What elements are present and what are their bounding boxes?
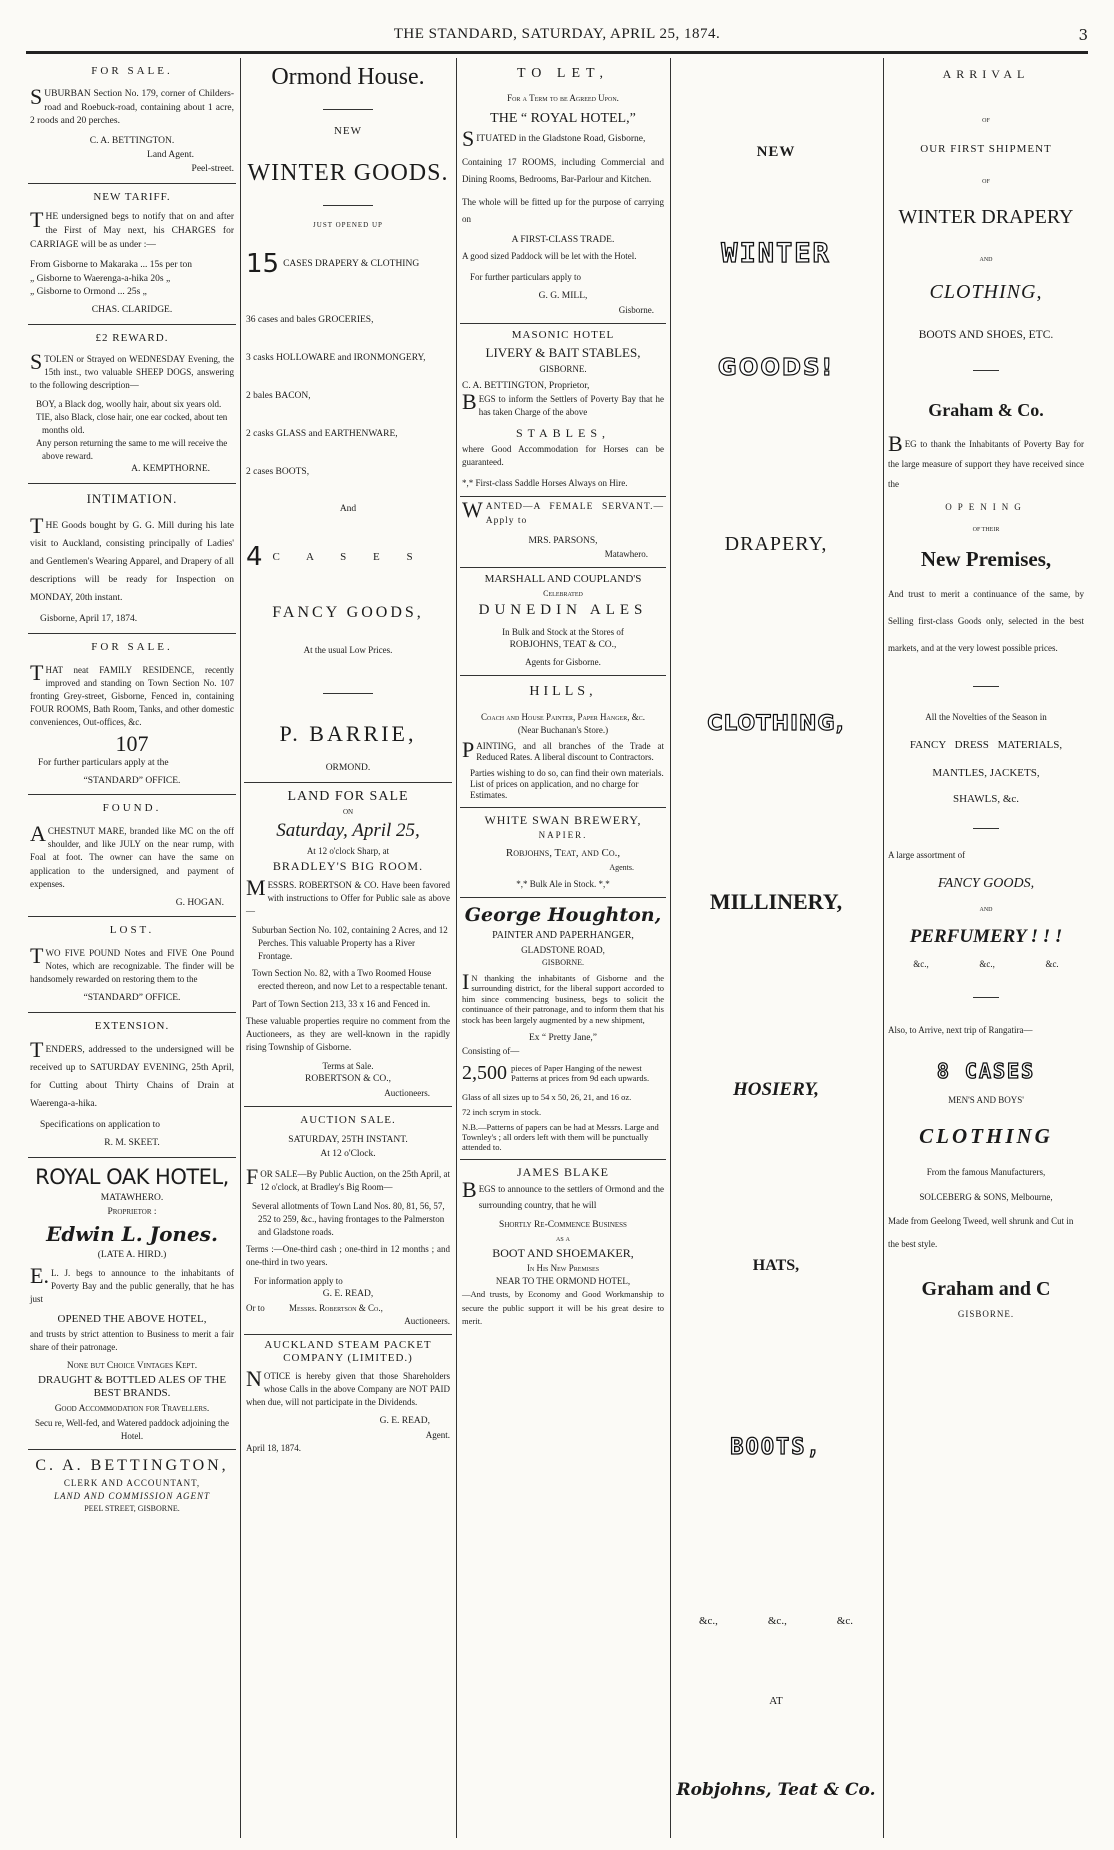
ad-place: NAPIER.	[538, 830, 588, 841]
ad-line: All the Novelties of the Season in	[925, 711, 1047, 722]
sale-time: At 12 o'Clock.	[320, 1149, 376, 1160]
ad-title: LIVERY & BAIT STABLES,	[485, 344, 641, 360]
merchant-place: ORMOND.	[325, 762, 371, 773]
ad-signature: G. G. MILL,	[538, 290, 588, 301]
ad-signature-title: Agents.	[609, 863, 634, 873]
ad-word-boots: BOOTS,	[730, 1435, 822, 1460]
ad-headline: CLOTHING,	[929, 281, 1043, 304]
ad-line: SHAWLS, &c.	[952, 792, 1020, 805]
ad-body: Terms :—One-third cash ; one-third in 12 months ; and one-third in two years.	[246, 1244, 450, 1268]
ad-line: And	[339, 504, 357, 515]
ad-body: In Bulk and Stock at the Stores of	[502, 626, 624, 637]
ad-signature: “STANDARD” OFFICE.	[83, 993, 181, 1004]
ad-body: —And trusts, by Economy and Good Workmanship to secure the public support it will be his great desire to merit.	[462, 1289, 664, 1327]
ad-body: The whole will be fitted up for the purpose of carrying on	[462, 196, 664, 224]
ad-line: Agents for Gisborne.	[525, 657, 601, 668]
ad-subheading: For a Term to be Agreed Upon.	[507, 93, 619, 104]
ad-place: GISBORNE.	[539, 363, 587, 374]
ad-land-for-sale	[244, 783, 452, 1107]
ad-word-goods: GOODS!	[717, 355, 835, 381]
ad-signature-title: Land Agent.	[147, 150, 194, 160]
ad-line: as a	[555, 1234, 570, 1244]
ad-word-millinery: MILLINERY,	[709, 889, 843, 914]
ad-heading: MARSHALL AND COUPLAND'S	[484, 573, 642, 586]
etc-text: &c.	[836, 1615, 853, 1627]
column-1	[28, 58, 236, 1838]
ad-heading: TO LET,	[516, 66, 610, 81]
ad-note: *,* First-class Saddle Horses Always on Hire.	[462, 477, 628, 488]
proprietor: C. A. BETTINGTON, Proprietor,	[462, 380, 590, 391]
ad-heading: NEW TARIFF.	[93, 190, 171, 203]
ad-body: IN thanking the inhabitants of Gisborne and the surrounding district, for the liberal support accorded to him since commencing business, begs to solicit the continuance of their patronage, and to inform them that his stock has been largely augmented by a new shipment,	[462, 968, 664, 1026]
ad-headline: FANCY GOODS,	[272, 603, 424, 621]
ad-heading: FOR SALE.	[91, 640, 173, 653]
ad-to-let	[460, 58, 666, 324]
ad-highlight: DRAUGHT & BOTTLED ALES OF THE BEST BRANDS.	[37, 1373, 227, 1399]
ad-heading: LOST.	[109, 924, 155, 937]
quantity: 4	[246, 542, 263, 573]
etc-text: &c.,	[767, 1615, 787, 1627]
manufacturer-name: SOLCEBERG & SONS, Melbourne,	[919, 1191, 1053, 1202]
ad-body: Made from Geelong Tweed, well shrunk and Cut in the best style.	[888, 1215, 1074, 1250]
ad-for-sale-suburban	[28, 58, 236, 184]
ad-word-hats: HATS,	[752, 1257, 800, 1274]
ad-body: BEGS to announce to the settlers of Ormond and the surrounding country, that he will	[462, 1176, 664, 1211]
proprietor-name: Edwin L. Jones.	[46, 1221, 218, 1246]
sale-venue: BRADLEY'S BIG ROOM.	[272, 858, 424, 873]
ad-word-new: NEW	[756, 144, 796, 160]
ad-headline: WINTER DRAPERY	[898, 205, 1074, 228]
ad-word-winter: WINTER	[721, 238, 831, 269]
ad-headline: FANCY GOODS,	[937, 875, 1035, 891]
ad-signature-place: Gisborne.	[618, 304, 654, 315]
ad-body: These valuable properties require no comment from the Auctioneers, as they are well-known in the rapidly rising Township of Gisborne.	[246, 1015, 450, 1052]
ad-date: Gisborne, April 17, 1874.	[40, 613, 138, 624]
divider	[973, 828, 999, 829]
merchant-address: GLADSTONE ROAD,	[521, 944, 605, 955]
ad-body: THAT neat FAMILY RESIDENCE, recently improved and standing on Town Section No. 107 fronting Grey-street, Gisborne, Fenced in, containing FOUR ROOMS, Bath Room, Tanks, and other domestic conveniences, Out-offices, &c.	[30, 659, 234, 727]
ad-line: ON	[342, 808, 354, 816]
quantity: 15	[246, 248, 280, 279]
ad-line: TIE, also Black, close hair, one ear cocked, about ten months old.	[36, 411, 228, 435]
ad-line: JUST OPENED UP	[313, 220, 383, 229]
ad-word-clothing: CLOTHING,	[707, 711, 845, 735]
ad-line: BOY, a Black dog, woolly hair, about six years old.	[36, 398, 222, 409]
lot-line: Part of Town Section 213, 33 x 16 and Fenced in.	[252, 998, 431, 1009]
ad-james-blake	[460, 1160, 666, 1341]
ad-headline: CLOTHING	[919, 1124, 1053, 1149]
ad-signature: ROBERTSON & CO.,	[305, 1073, 391, 1084]
ad-note: *,* Bulk Ale in Stock. *,*	[516, 878, 610, 889]
ad-signature: G. HOGAN.	[175, 897, 224, 908]
ad-heading: AUCKLAND STEAM PACKET COMPANY (LIMITED.)	[264, 1339, 432, 1365]
merchant-name: George Houghton,	[464, 903, 662, 926]
column-rule	[670, 58, 671, 1838]
ad-body: NOTICE is hereby given that those Shareholders whose Calls in the above Company are NOT PAID when due, will not participate in the Dividends.	[246, 1365, 450, 1407]
section-number: 107	[115, 730, 149, 756]
ad-body: WANTED—A FEMALE SERVANT.—Apply to	[462, 497, 664, 526]
ad-body: BEGS to inform the Settlers of Poverty Bay that he has taken Charge of the above	[462, 389, 664, 418]
ad-line: Terms at Sale.	[322, 1060, 374, 1071]
ad-signature: A. KEMPTHORNE.	[131, 464, 210, 475]
etc-text: &c.,	[979, 959, 995, 970]
ad-line: Also, to Arrive, next trip of Rangatira—	[888, 1025, 1033, 1036]
ad-line: OPENING	[945, 501, 1027, 512]
ad-date: April 18, 1874.	[246, 1442, 301, 1453]
ad-body: MESSRS. ROBERTSON & CO. Have been favored with instructions to Offer for Public sale as above—	[246, 875, 450, 917]
ad-george-houghton	[460, 898, 666, 1160]
ad-headline: PERFUMERY ! ! !	[909, 925, 1063, 947]
agent-address: PEEL STREET, GISBORNE.	[84, 1504, 180, 1514]
ad-body: SITUATED in the Gladstone Road, Gisborne,	[462, 125, 646, 151]
etc-text: &c.	[1045, 959, 1059, 970]
ad-line: OF THEIR	[972, 526, 1000, 533]
ad-body: SUBURBAN Section No. 179, corner of Childers-road and Roebuck-road, containing about 1 acre, 2 roods and 20 perches.	[30, 83, 234, 127]
agent-title: CLERK AND ACCOUNTANT,	[63, 1477, 201, 1488]
merchant-name: Graham and C	[921, 1277, 1051, 1300]
merchant-name: JAMES BLAKE	[516, 1164, 609, 1179]
ad-line: Any person returning the same to me will receive the above reward.	[36, 438, 228, 462]
ad-signature: “STANDARD” OFFICE.	[83, 775, 181, 786]
ad-new-tariff	[28, 184, 236, 325]
etc-text: &c.,	[698, 1615, 718, 1627]
ad-highlight: NEAR TO THE ORMOND HOTEL,	[495, 1276, 631, 1287]
merchant-name: P. BARRIE,	[279, 721, 417, 747]
tariff-line: „ Gisborne to Waerenga-a-hika 20s „	[30, 273, 171, 284]
divider	[323, 109, 373, 110]
merchant-place: GISBORNE.	[957, 1308, 1015, 1319]
ad-line: In His New Premises	[526, 1263, 600, 1274]
hotel-name: ROYAL OAK HOTEL,	[35, 1164, 229, 1189]
column-5	[888, 58, 1084, 1838]
ad-line: NEW	[333, 124, 363, 137]
ad-body: STOLEN or Strayed on WEDNESDAY Evening, the 15th inst., two valuable SHEEP DOGS, answering to the following description—	[30, 348, 234, 390]
store-name: Ormond House.	[271, 64, 425, 90]
etc-text: &c.,	[913, 959, 929, 970]
divider	[973, 370, 999, 371]
ad-body: Containing 17 ROOMS, including Commercial and Dining Rooms, Bedrooms, Bar-Parlour and Kitchen.	[462, 156, 664, 184]
merchant-name: Graham & Co.	[928, 400, 1044, 421]
column-rule	[456, 58, 457, 1838]
ad-highlight: Shortly Re-Commence Business	[499, 1220, 627, 1231]
ad-body: For information apply to	[254, 1276, 343, 1287]
ad-subheading: Celebrated	[543, 589, 583, 599]
ad-word-drapery: DRAPERY,	[724, 533, 828, 555]
ad-subheading: Coach and House Painter, Paper Hanger, &c.	[481, 711, 645, 722]
masthead-rule	[26, 51, 1088, 54]
ad-body: E.L. J. begs to announce to the inhabitants of Poverty Bay and the public generally, that he has just	[30, 1262, 234, 1304]
ad-body: For further particulars apply to	[470, 271, 581, 282]
item-line: 2 bales BACON,	[246, 391, 311, 402]
lot-line: Town Section No. 82, with a Two Roomed House erected thereon, and now Let to a respectable tenant.	[252, 968, 448, 992]
item-line: 2 casks GLASS and EARTHENWARE,	[246, 429, 398, 440]
ad-reward	[28, 325, 236, 484]
ad-line: MEN'S AND BOYS'	[948, 1095, 1024, 1106]
divider	[323, 205, 373, 206]
ad-word-at: AT	[769, 1695, 783, 1707]
ad-wanted	[460, 497, 666, 568]
item-line: 3 casks HOLLOWARE and IRONMONGERY,	[246, 353, 426, 364]
hotel-name: THE “ ROYAL HOTEL,”	[490, 111, 636, 127]
ad-highlight: A FIRST-CLASS TRADE.	[511, 235, 615, 246]
merchant-trade: PAINTER AND PAPERHANGER,	[492, 930, 634, 942]
ad-heading: LAND FOR SALE	[287, 788, 409, 804]
ad-body: where Good Accommodation for Horses can be guaranteed.	[462, 443, 664, 467]
sale-date: Saturday, April 25,	[276, 820, 420, 842]
ad-signature-title: Auctioneers.	[384, 1087, 430, 1098]
ad-line: OF	[982, 118, 990, 125]
sale-time: At 12 o'clock Sharp, at	[306, 845, 390, 856]
ad-headline: 8 CASES	[936, 1059, 1036, 1084]
ad-headline: WINTER GOODS.	[247, 159, 449, 186]
item-line: 36 cases and bales GROCERIES,	[246, 315, 374, 326]
ad-steam-packet	[244, 1335, 452, 1460]
ad-bettington	[28, 1450, 236, 1521]
ad-body: BEG to thank the Inhabitants of Poverty Bay for the large measure of support they have received since the	[888, 431, 1084, 489]
ad-royal-oak-hotel	[28, 1158, 236, 1450]
ad-signature: MRS. PARSONS,	[528, 535, 598, 546]
ad-ormond-house	[244, 58, 452, 783]
ad-heading: AUCTION SALE.	[300, 1113, 396, 1126]
proprietor-late: (LATE A. HIRD.)	[97, 1249, 167, 1260]
ad-line: At the usual Low Prices.	[303, 645, 393, 655]
ad-body: Specifications on application to	[40, 1120, 161, 1131]
ad-line: OUR FIRST SHIPMENT	[920, 143, 1052, 156]
merchant-name: ROBJOHNS, TEAT & CO.,	[509, 639, 617, 650]
lot-line: Suburban Section No. 102, containing 2 Acres, and 12 Perches. This valuable Property has a River Frontage.	[252, 925, 448, 962]
column-2	[244, 58, 452, 1838]
ad-body: And trust to merit a continuance of the same, by Selling first-class Goods only, selected in the best markets, and at the very lowest possible prices.	[888, 588, 1084, 653]
ad-line: (Near Buchanan's Store.)	[517, 724, 609, 735]
ad-body: THE Goods bought by G. G. Mill during his late visit to Auckland, consisting principally of Ladies' and Gentlemen's Wearing Apparel, and Drapery of all descriptions will be ready for Inspection on MONDAY, 20th instant.	[30, 512, 234, 603]
divider	[973, 997, 999, 998]
lot-line: Several allotments of Town Land Nos. 80, 81, 56, 57, 252 to 259, &c., having frontages to the Palmerston and Gladstone roads.	[252, 1201, 445, 1238]
ad-line: AND	[979, 256, 993, 263]
ad-line: From the famous Manufacturers,	[926, 1166, 1046, 1177]
ad-for-sale-residence	[28, 634, 236, 796]
merchant-name: Robjohns, Teat & Co.	[676, 1780, 876, 1800]
ad-heading: INTIMATION.	[86, 490, 178, 506]
ad-heading: ARRIVAL	[942, 67, 1030, 81]
ad-signature: R. M. SKEET.	[104, 1138, 160, 1149]
ad-highlight: Good Accommodation for Travellers.	[54, 1403, 210, 1414]
item-label: CASES DRAPERY & CLOTHING	[283, 258, 420, 269]
column-3	[460, 58, 666, 1838]
masthead	[26, 26, 1088, 50]
ad-body: PAINTING, and all branches of the Trade at Reduced Rates. A liberal discount to Contractors.	[462, 736, 664, 762]
ad-line: FANCY DRESS MATERIALS,	[909, 738, 1063, 751]
merchant-trade: BOOT AND SHOEMAKER,	[492, 1245, 634, 1260]
ad-line: Or to	[246, 1303, 265, 1314]
item-label: C A S E S	[272, 551, 425, 563]
ad-word-hosiery: HOSIERY,	[732, 1079, 820, 1100]
ad-signature-address: Peel-street.	[191, 163, 234, 174]
ad-heading: EXTENSION.	[94, 1020, 170, 1033]
ad-line: OF	[982, 179, 990, 186]
ad-body: List of prices on application, and no charge for Estimates.	[470, 779, 639, 801]
ad-signature: Messrs. Robertson & Co.,	[289, 1303, 383, 1314]
ad-line: MANTLES, JACKETS,	[932, 766, 1040, 779]
ad-line: AND	[979, 906, 993, 913]
ad-body: FOR SALE—By Public Auction, on the 25th April, at 12 o'clock, at Bradley's Big Room—	[246, 1164, 450, 1193]
merchant-place: GISBORNE.	[541, 957, 584, 967]
divider	[973, 686, 999, 687]
ad-masonic-hotel	[460, 324, 666, 497]
ad-body: Parties wishing to do so, can find their own materials.	[470, 768, 664, 779]
ad-hills	[460, 676, 666, 807]
ad-intimation	[28, 484, 236, 634]
ad-line: Glass of all sizes up to 54 x 50, 26, 21, and 16 oz.	[462, 1091, 632, 1102]
ad-signature-title: Auctioneers.	[404, 1316, 450, 1327]
ad-note: N.B.—Patterns of papers can be had at Messrs. Large and Townley's ; all orders left with them will be punctually attended to.	[462, 1122, 659, 1153]
agent-title: LAND AND COMMISSION AGENT	[54, 1491, 210, 1502]
ad-highlight: None but Choice Vintages Kept.	[66, 1360, 198, 1371]
tariff-line: „ Gisborne to Ormond ... 25s „	[30, 287, 147, 298]
ad-auction-sale	[244, 1107, 452, 1336]
ship-name: Ex “ Pretty Jane,”	[528, 1032, 598, 1043]
ad-heading: FOUND.	[102, 802, 162, 815]
tariff-line: From Gisborne to Makaraka ... 15s per ton	[30, 259, 192, 270]
ad-signature-place: Matawhero.	[604, 549, 648, 560]
column-4	[674, 58, 878, 1838]
ad-title: DUNEDIN ALES	[478, 601, 648, 618]
ad-headline: New Premises,	[920, 547, 1052, 572]
ad-dunedin-ales	[460, 568, 666, 676]
ad-signature: G. E. READ,	[322, 1289, 374, 1300]
ad-signature-title: Agent.	[425, 1429, 450, 1440]
page-number: 3	[1078, 26, 1088, 44]
hotel-place: MATAWHERO.	[100, 1193, 164, 1204]
ad-heading: £2 REWARD.	[95, 331, 169, 344]
column-rule	[883, 58, 884, 1838]
ad-line: 72 inch scrym in stock.	[462, 1106, 542, 1117]
ad-highlight: STABLES,	[515, 426, 611, 441]
ad-body: A good sized Paddock will be let with the Hotel.	[462, 250, 637, 261]
ad-body: TWO FIVE POUND Notes and FIVE One Pound Notes, which are recognizable. The finder will be handsomely rewarded on restoring them to the	[30, 943, 234, 985]
ad-signature: G. E. READ,	[379, 1415, 430, 1426]
ad-body: ACHESTNUT MARE, branded like MC on the off shoulder, and like JULY on the near rump, with Foal at foot. The owner can have the same on application to the undersigned, and payment of expenses.	[30, 821, 234, 889]
item-label: pieces of Paper Hanging of the newest Patterns at prices from 9d each upwards.	[511, 1062, 650, 1083]
ad-body: For further particulars apply at the	[38, 757, 169, 768]
ad-found	[28, 795, 236, 917]
ad-heading: MASONIC HOTEL	[511, 328, 615, 341]
divider	[323, 693, 373, 694]
ad-body: THE undersigned begs to notify that on and after the First of May next, his CHARGES for CARRIAGE will be as under :—	[30, 207, 234, 250]
ad-line: A large assortment of	[888, 849, 966, 860]
ad-heading: HILLS,	[529, 684, 597, 700]
merchant-name: Robjohns, Teat, and Co.,	[505, 847, 621, 860]
ad-heading: FOR SALE.	[91, 65, 173, 77]
newspaper-title: THE STANDARD, SATURDAY, APRIL 25, 1874.	[393, 26, 721, 42]
ad-lost	[28, 917, 236, 1013]
ad-body: Secu re, Well-fed, and Watered paddock adjoining the Hotel.	[35, 1417, 229, 1441]
ad-extension	[28, 1013, 236, 1158]
sale-date: SATURDAY, 25TH INSTANT.	[288, 1135, 408, 1146]
agent-name: C. A. BETTINGTON,	[35, 1456, 229, 1474]
proprietor-label: Proprietor :	[107, 1207, 157, 1218]
ad-highlight: OPENED THE ABOVE HOTEL,	[57, 1312, 207, 1325]
ad-heading: WHITE SWAN BREWERY,	[484, 812, 642, 827]
ad-signature: C. A. BETTINGTON.	[89, 136, 175, 147]
ad-line: Consisting of—	[462, 1046, 520, 1057]
ad-body: TENDERS, addressed to the undersigned will be received up to SATURDAY EVENING, 25th April, for Cutting about Thirty Chains of Drain at Waerenga-a-hika.	[30, 1037, 234, 1110]
ad-signature: CHAS. CLARIDGE.	[91, 305, 173, 316]
ad-white-swan	[460, 808, 666, 898]
ad-body: and trusts by strict attention to Business to merit a fair share of their patronage.	[30, 1328, 234, 1352]
item-line: 2 cases BOOTS,	[246, 467, 310, 478]
quantity: 2,500	[462, 1061, 507, 1084]
ad-line: BOOTS AND SHOES, ETC.	[918, 329, 1054, 342]
column-rule	[240, 58, 241, 1838]
